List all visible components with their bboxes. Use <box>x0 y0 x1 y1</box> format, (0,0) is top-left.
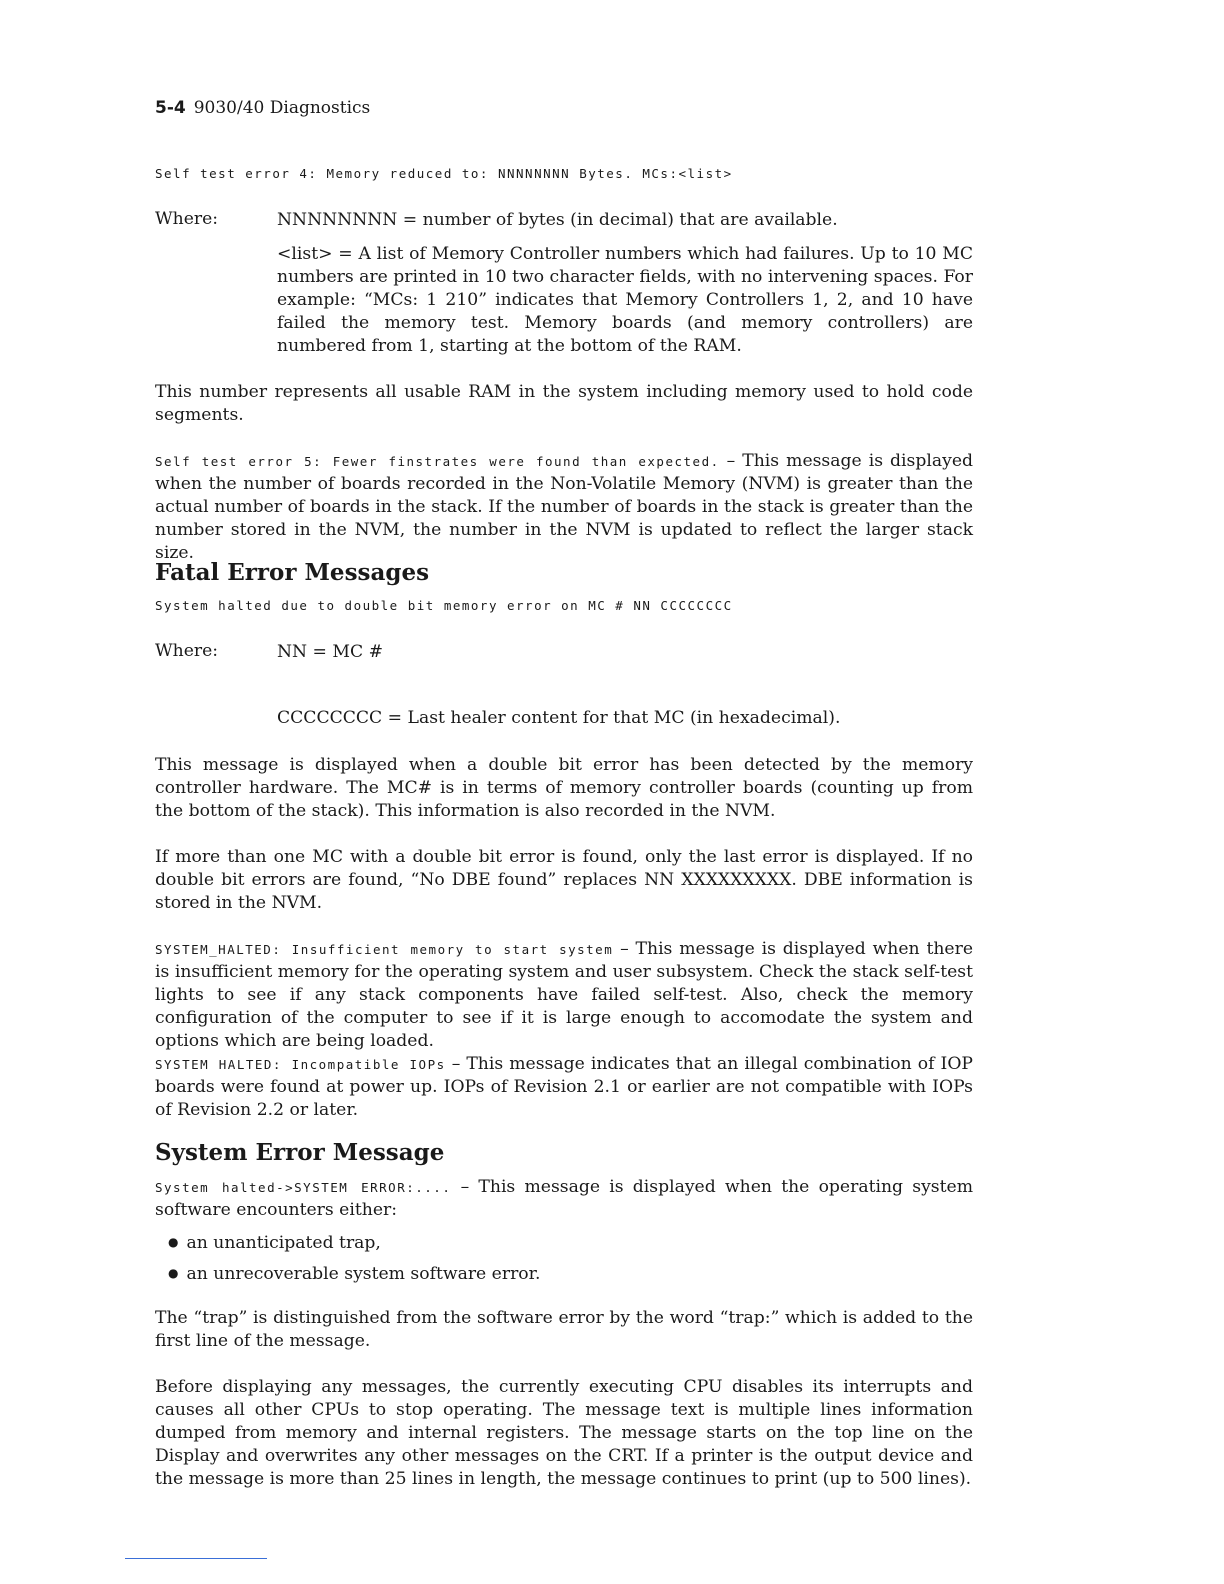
usable-ram-note: This number represents all usable RAM in the system including memory used to hold code segments. <box>155 382 973 425</box>
page-header <box>155 98 370 118</box>
insufficient-memory-paragraph <box>155 938 973 1053</box>
self-test-5-text: – This message is displayed when the number of boards recorded in the Non-Volatile Memory (NVM) is greater than the actual number of boards in the stack. If the number of boards in the stack is greater than the number stored in the NVM, the number in the NVM is updated to reflect the larger stack size. <box>155 451 973 563</box>
fatal-error-heading: Fatal Error Messages <box>155 559 430 586</box>
definition-healer-content: CCCCCCCC = Last healer content for that MC (in hexadecimal). <box>277 708 841 728</box>
list-item: ● an unrecoverable system software error. <box>168 1263 986 1287</box>
system-error-paragraph <box>155 1176 973 1222</box>
insufficient-memory-code: SYSTEM_HALTED: Insufficient memory to start system <box>155 942 614 957</box>
definition-mc-number: NN = MC # <box>277 642 384 662</box>
incompatible-iops-paragraph <box>155 1053 973 1122</box>
fatal-error-code: System halted due to double bit memory error on MC # NN CCCCCCCC <box>155 598 733 613</box>
system-error-bullet-list <box>168 1232 986 1294</box>
definition-bytes: NNNNNNNN = number of bytes (in decimal) that are available. <box>277 210 838 230</box>
page-header-title: 9030/40 Diagnostics <box>193 98 371 118</box>
footer-rule <box>125 1558 267 1559</box>
multiple-mc-paragraph: If more than one MC with a double bit error is found, only the last error is displayed. If no double bit errors are found, “No DBE found” replaces NN XXXXXXXXX. DBE information is stored in the NVM. <box>155 847 973 913</box>
self-test-4-code: Self test error 4: Memory reduced to: NNNNNNNN Bytes. MCs:<list> <box>155 166 733 181</box>
definition-list: <list> = A list of Memory Controller numbers which had failures. Up to 10 MC numbers are printed in 10 two character fields, with no intervening spaces. For example: “MCs: 1 210” indicates that Memory Controllers 1, 2, and 10 have failed the memory test. Memory boards (and memory controllers) are numbered from 1, starting at the bottom of the RAM. <box>277 244 973 356</box>
page-number: 5-4 <box>155 98 186 118</box>
where-label: Where: <box>155 209 219 229</box>
system-error-text: – This message is displayed when the operating system software encounters either: <box>155 1177 973 1220</box>
insufficient-memory-text: – This message is displayed when there is insufficient memory for the operating system and user subsystem. Check the stack self-test lights to see if any stack components have failed self-test. Also, check the memory configuration of the computer to see if it is large enough to accomodate the system and options which are being loaded. <box>155 939 973 1051</box>
incompatible-iops-text: – This message indicates that an illegal combination of IOP boards were found at power up. IOPs of Revision 2.1 or earlier are not compatible with IOPs of Revision 2.2 or later. <box>155 1054 973 1120</box>
fatal-where-label: Where: <box>155 641 219 661</box>
system-error-code: System halted->SYSTEM ERROR:.... <box>155 1180 452 1195</box>
self-test-5-code: Self test error 5: Fewer finstrates were found than expected. <box>155 454 720 469</box>
incompatible-iops-code: SYSTEM HALTED: Incompatible IOPs <box>155 1057 446 1072</box>
cpu-disable-paragraph: Before displaying any messages, the currently executing CPU disables its interrupts and causes all other CPUs to stop operating. The message text is multiple lines information dumped from memory and internal registers. The message starts on the top line on the Display and overwrites any other messages on the CRT. If a printer is the output device and the message is more than 25 lines in length, the message continues to print (up to 500 lines). <box>155 1377 973 1489</box>
self-test-5-paragraph <box>155 450 973 565</box>
double-bit-error-paragraph: This message is displayed when a double bit error has been detected by the memory controller hardware. The MC# is in terms of memory controller boards (counting up from the bottom of the stack). This information is also recorded in the NVM. <box>155 755 973 821</box>
system-error-heading: System Error Message <box>155 1139 445 1166</box>
list-item: ● an unanticipated trap, <box>168 1232 986 1256</box>
trap-paragraph: The “trap” is distinguished from the software error by the word “trap:” which is added to the first line of the message. <box>155 1308 973 1351</box>
